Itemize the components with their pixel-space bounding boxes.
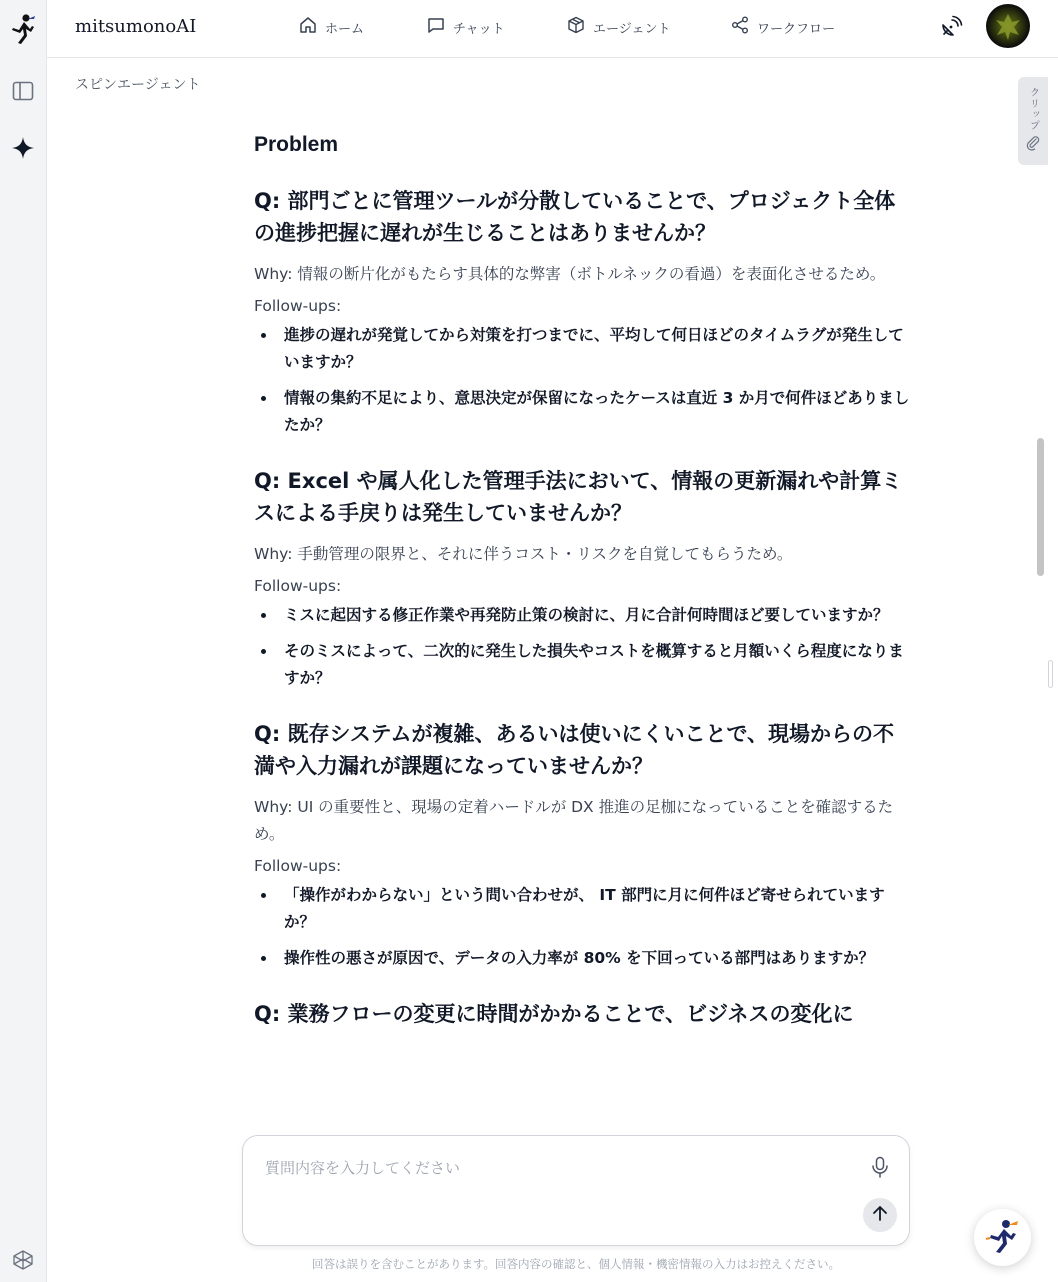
why-text: Why: 手動管理の限界と、それに伴うコスト・リスクを自覚してもらうため。 bbox=[254, 545, 793, 563]
followup-item: 「操作がわからない」という問い合わせが、 IT 部門に月に何件ほど寄せられていますか？ bbox=[254, 882, 914, 936]
followups-label: Follow-ups: bbox=[254, 577, 342, 595]
followups-label: Follow-ups: bbox=[254, 857, 342, 875]
send-button[interactable] bbox=[863, 1198, 897, 1232]
followup-item: ミスに起因する修正作業や再発防止策の検討に、月に合計何時間ほど要していますか？ bbox=[254, 602, 914, 629]
nav-home-label: ホーム bbox=[325, 21, 365, 37]
question-block bbox=[254, 185, 914, 439]
arrow-up-icon bbox=[871, 1204, 889, 1226]
nav-chat-label: チャット bbox=[453, 21, 505, 37]
chat-response bbox=[254, 128, 914, 1128]
question-title: Q: Excel や属人化した管理手法において、情報の更新漏れや計算ミスによる手戻りは発生していませんか？ bbox=[254, 469, 903, 525]
left-rail bbox=[0, 0, 47, 1282]
nav-workflow[interactable] bbox=[731, 16, 835, 38]
ninja-assistant-icon bbox=[984, 1217, 1022, 1259]
followup-item: 進捗の遅れが発覚してから対策を打つまでに、平均して何日ほどのタイムラグが発生していますか？ bbox=[254, 322, 914, 376]
scrollbar-thumb[interactable] bbox=[1037, 438, 1044, 576]
clip-tab[interactable] bbox=[1018, 77, 1048, 165]
brand-name[interactable]: mitsumonoAI bbox=[75, 16, 197, 37]
microphone-icon[interactable] bbox=[867, 1154, 893, 1180]
followups-list bbox=[254, 882, 914, 972]
sidebar-toggle-icon[interactable] bbox=[8, 76, 38, 106]
paperclip-icon bbox=[1026, 135, 1040, 155]
nav-home[interactable] bbox=[299, 16, 364, 38]
nav-agent-label: エージェント bbox=[593, 21, 671, 37]
why-text: Why: 情報の断片化がもたらす具体的な弊害（ボトルネックの看過）を表面化させるため。 bbox=[254, 265, 886, 283]
followups-label: Follow-ups: bbox=[254, 297, 342, 315]
home-icon bbox=[299, 16, 317, 38]
followup-item: 情報の集約不足により、意思決定が保留になったケースは直近 3 か月で何件ほどありましたか？ bbox=[254, 385, 914, 439]
chat-composer bbox=[242, 1135, 910, 1246]
question-title-partial: Q: 業務フローの変更に時間がかかることで、ビジネスの変化に bbox=[254, 1002, 854, 1026]
codepen-box-icon[interactable] bbox=[8, 1245, 38, 1275]
clip-tab-label: クリップ bbox=[1027, 87, 1039, 131]
scrollbar-track[interactable] bbox=[1034, 176, 1046, 1276]
top-header bbox=[47, 0, 1058, 58]
sparkle-icon[interactable] bbox=[8, 133, 38, 163]
share-icon bbox=[731, 16, 749, 38]
followups-list bbox=[254, 322, 914, 439]
followup-item: 操作性の悪さが原因で、データの入力率が 80% を下回っている部門はありますか？ bbox=[254, 945, 914, 972]
chat-icon bbox=[427, 16, 445, 38]
nav-workflow-label: ワークフロー bbox=[757, 21, 836, 37]
question-title: Q: 既存システムが複雑、あるいは使いにくいことで、現場からの不満や入力漏れが課題になっていませんか？ bbox=[254, 722, 895, 778]
why-text: Why: UI の重要性と、現場の定着ハードルが DX 推進の足枷になっていることを確認するため。 bbox=[254, 798, 894, 843]
satellite-dish-icon[interactable] bbox=[937, 13, 965, 41]
followup-item: そのミスによって、二次的に発生した損失やコストを概算すると月額いくら程度になりますか？ bbox=[254, 638, 914, 692]
question-block bbox=[254, 718, 914, 972]
question-block bbox=[254, 465, 914, 692]
ninja-logo-icon[interactable] bbox=[8, 14, 38, 44]
assistant-fab[interactable] bbox=[974, 1209, 1031, 1266]
cube-icon bbox=[567, 16, 585, 38]
chat-input[interactable] bbox=[265, 1156, 825, 1180]
content-fade bbox=[242, 1110, 910, 1136]
resize-handle[interactable] bbox=[1048, 660, 1053, 688]
section-heading: Problem bbox=[254, 133, 339, 156]
followups-list bbox=[254, 602, 914, 692]
nav-chat[interactable] bbox=[427, 16, 505, 38]
nav-agent[interactable] bbox=[567, 16, 670, 38]
question-title: Q: 部門ごとに管理ツールが分散していることで、プロジェクト全体の進捗把握に遅れが生じることはありませんか？ bbox=[254, 189, 896, 245]
breadcrumb[interactable]: スピンエージェント bbox=[75, 77, 201, 93]
disclaimer-text: 回答は誤りを含むことがあります。回答内容の確認と、個人情報・機密情報の入力はお控えください。 bbox=[311, 1257, 841, 1271]
user-avatar[interactable] bbox=[986, 4, 1030, 48]
